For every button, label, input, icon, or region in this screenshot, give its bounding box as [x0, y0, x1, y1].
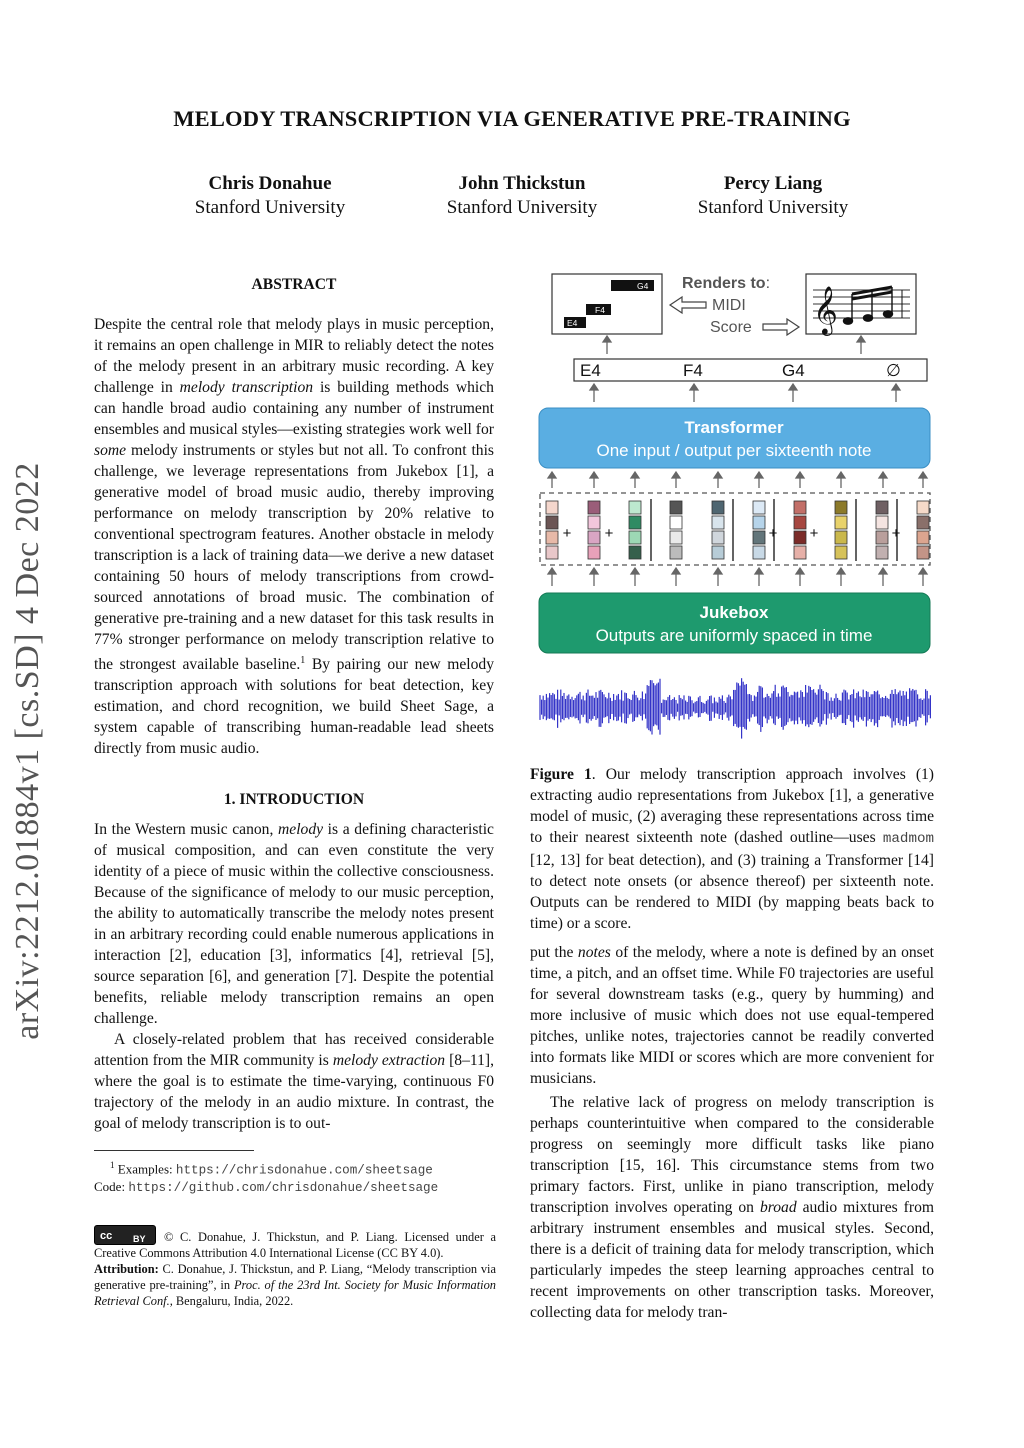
feature-cell	[546, 501, 558, 514]
feature-cell	[712, 531, 724, 544]
feature-cell	[629, 516, 641, 529]
note-label: F4	[595, 305, 605, 315]
arrow-left-icon	[670, 297, 706, 313]
feature-cell	[670, 516, 682, 529]
up-arrow-head-icon	[755, 568, 763, 574]
note-label: E4	[567, 318, 578, 328]
plus-sign: +	[768, 525, 778, 542]
author-affiliation: Stanford University	[194, 197, 346, 218]
feature-cell	[712, 516, 724, 529]
up-arrow-head-icon	[672, 472, 680, 478]
up-arrows-transformer-out	[590, 384, 900, 402]
token: E4	[580, 361, 601, 380]
feature-cell	[794, 516, 806, 529]
feature-cell	[629, 531, 641, 544]
up-arrow-head-icon	[690, 384, 698, 390]
jukebox-title: Jukebox	[699, 603, 769, 622]
renders-to-label: Renders to:	[682, 275, 771, 292]
footnote: $^1$ Examples: https://chrisdonahue.com/sheetsage Code: https://github.com/chrisdonahue/sheetsage	[94, 1160, 439, 1195]
up-arrow-head-icon	[919, 472, 927, 478]
feature-cell	[917, 546, 929, 559]
up-arrow-head-icon	[714, 472, 722, 478]
feature-cell	[712, 501, 724, 514]
author-affiliation: Stanford University	[446, 197, 598, 218]
figure-1-diagram	[530, 268, 942, 748]
up-arrow-head-icon	[837, 472, 845, 478]
feature-cell	[794, 501, 806, 514]
right-paragraph-1: put the notes of the melody, where a note is defined by an onset time, a pitch, and an offset time. While F0 trajectories are useful for several downstream tasks (e.g., query by humming) and more inclusive of music which does not use equal-tempered pitches, unlike notes, trajectories cannot be readily converted into formats like MIDI or scores which are more convenient for musicians.	[530, 944, 934, 1087]
feature-cell	[876, 546, 888, 559]
feature-cell	[588, 516, 600, 529]
feature-cell	[753, 501, 765, 514]
plus-sign: +	[604, 525, 614, 542]
feature-cell	[794, 531, 806, 544]
feature-cell	[917, 501, 929, 514]
transformer-subtitle: One input / output per sixteenth note	[596, 441, 872, 460]
examples-link[interactable]: https://chrisdonahue.com/sheetsage	[175, 1163, 433, 1178]
intro-paragraph-1: In the Western music canon, melody is a defining characteristic of musical composition, and can even constitute the very identity of a piece of music within the collective consciousness. Because of the significance of melody to our music perception, the ability to automatically transcribe the melody notes present in an arbitrary recording could enable numerous applications in interaction [2], education [3], informatics [4], retrieval [5], source separation [6], and generation [7]. Despite the potential benefits, reliable melody transcription remains an open challenge.	[94, 821, 494, 1028]
intro-heading: 1. INTRODUCTION	[223, 791, 365, 809]
right-paragraph-2: The relative lack of progress on melody transcription is perhaps counterintuitive when compared to the considerable progress on seemingly more difficult tasks like piano transcription [15, 16]. This circumstance stems from two primary factors. First, unlike in piano transcription, melody transcription involves operating on broad audio mixtures from arbitrary instrument ensembles and musical styles. Second, there is a deficit of training data for melody transcription, which particularly impedes the steep learning approaches central to recent improvements on other transcription tasks. Moreover, collecting data for melody tran-	[530, 1094, 934, 1321]
feature-cell	[670, 546, 682, 559]
up-arrow-head-icon	[796, 568, 804, 574]
feature-cell	[629, 546, 641, 559]
token-empty: ∅	[886, 361, 901, 380]
jukebox-subtitle: Outputs are uniformly spaced in time	[595, 626, 873, 645]
footnote-rule	[94, 1150, 254, 1151]
feature-cell	[629, 501, 641, 514]
transformer-title: Transformer	[684, 418, 784, 437]
feature-cell	[876, 531, 888, 544]
feature-cell	[670, 501, 682, 514]
feature-cell	[588, 546, 600, 559]
left-column	[94, 274, 494, 1134]
feature-cell	[670, 531, 682, 544]
up-arrow-head-icon	[590, 384, 598, 390]
feature-cell	[917, 516, 929, 529]
up-arrow-head-icon	[879, 568, 887, 574]
treble-clef-icon: 𝄞	[813, 285, 838, 334]
author-1	[140, 172, 400, 220]
arrow-right-icon	[763, 319, 799, 335]
up-arrow-head-icon	[672, 568, 680, 574]
plus-sign: +	[809, 525, 819, 542]
feature-cell	[835, 531, 847, 544]
feature-cell	[794, 546, 806, 559]
up-arrow-head-icon	[548, 472, 556, 478]
intro-paragraph-2: A closely-related problem that has received considerable attention from the MIR community is melody extraction [8–11], where the goal is to estimate the time-varying, continuous F0 trajectory of the melody in an audio mixture. In contrast, the goal of melody transcription is to out-	[94, 1031, 495, 1133]
feature-cell	[546, 516, 558, 529]
up-arrows-top	[603, 336, 865, 354]
up-arrow-head-icon	[796, 472, 804, 478]
up-arrow-head-icon	[590, 568, 598, 574]
up-arrow-head-icon	[548, 568, 556, 574]
author-name: Chris Donahue	[208, 173, 332, 194]
abstract-heading: ABSTRACT	[251, 276, 337, 293]
code-link[interactable]: https://github.com/chrisdonahue/sheetsage	[128, 1180, 439, 1195]
up-arrow-head-icon	[755, 472, 763, 478]
feature-cell	[917, 531, 929, 544]
note-label: G4	[637, 281, 649, 291]
up-arrow-head-icon	[631, 472, 639, 478]
up-arrow-head-icon	[919, 568, 927, 574]
plus-sign: +	[891, 525, 901, 542]
up-arrow-head-icon	[714, 568, 722, 574]
plus-sign: +	[562, 525, 572, 542]
up-arrow-head-icon	[879, 472, 887, 478]
up-arrow-head-icon	[837, 568, 845, 574]
arxiv-stamp: arXiv:2212.01884v1 [cs.SD] 4 Dec 2022	[9, 462, 46, 1040]
feature-columns	[546, 499, 929, 561]
feature-cell	[588, 531, 600, 544]
feature-cell	[712, 546, 724, 559]
up-arrow-head-icon	[892, 384, 900, 390]
author-2	[392, 172, 652, 220]
figure-caption: Figure 1. Our melody transcription approach involves (1) extracting audio representations from Jukebox [1], a generative model of music, (2) averaging these representations across time to their nearest sixteenth note (dashed outline—uses madmom [12, 13] for beat detection), and (3) training a Transformer [14] to detect note onsets (or absence thereof) per sixteenth note. Outputs can be rendered to MIDI (by mapping beats back to time) or a score.	[530, 766, 934, 932]
feature-cell	[753, 546, 765, 559]
feature-cell	[835, 546, 847, 559]
up-arrows-transformer-in	[548, 472, 927, 488]
feature-cell	[546, 531, 558, 544]
cc-by-badge: cc BY	[94, 1225, 156, 1245]
feature-cell	[835, 501, 847, 514]
feature-cell	[876, 516, 888, 529]
author-3	[643, 172, 903, 220]
feature-cell	[753, 516, 765, 529]
paper-title: MELODY TRANSCRIPTION VIA GENERATIVE PRE-TRAINING	[173, 106, 851, 131]
up-arrow-head-icon	[590, 472, 598, 478]
license-block: cc BY © C. Donahue, J. Thickstun, and P. Liang. Licensed under a Creative Commons Attribution 4.0 International License (CC BY 4.0). Attribution: C. Donahue, J. Thickstun, and P. Liang, “Melody transcription via generative pre-training”, in Proc. of the 23rd Int. Society for Music Information Retrieval Conf., Bengaluru, India, 2022.	[94, 1225, 496, 1309]
audio-waveform	[540, 678, 930, 738]
midi-label: MIDI	[712, 297, 746, 314]
up-arrow-head-icon	[631, 568, 639, 574]
feature-cell	[588, 501, 600, 514]
author-affiliation: Stanford University	[697, 197, 849, 218]
right-column	[530, 942, 934, 1323]
author-name: John Thickstun	[458, 173, 586, 194]
feature-cell	[876, 501, 888, 514]
up-arrow-head-icon	[789, 384, 797, 390]
token-row	[574, 359, 927, 381]
author-name: Percy Liang	[723, 173, 823, 194]
token: F4	[683, 361, 703, 380]
feature-cell	[835, 516, 847, 529]
score-label: Score	[710, 319, 752, 336]
up-arrows-jukebox-out	[548, 568, 927, 586]
token: G4	[782, 361, 805, 380]
abstract-text: Despite the central role that melody plays in music perception, it remains an open challenge in MIR to reliably detect the notes of the melody present in an arbitrary music recording. A key challenge in melody transcription is building methods which can handle broad audio containing any number of instrument ensembles and musical styles—existing strategies work well for some melody instruments or styles but not all. To confront this challenge, we leverage representations from Jukebox [1], a generative model of broad music audio, thereby improving performance on melody transcription by 20% relative to conventional spectrogram features. Another obstacle in melody transcription is a lack of training data—we derive a new dataset containing 50 hours of melody transcriptions from crowd-sourced annotations of broad music. The combination of generative pre-training and a new dataset for this task results in 77% stronger performance on melody transcription relative to the strongest available baseline.$^1$ By pairing our new melody transcription approach with solutions for beat detection, key estimation, and chord recognition, we build Sheet Sage, a system capable of transcribing human-readable lead sheets directly from music audio.	[94, 316, 494, 758]
feature-cell	[546, 546, 558, 559]
feature-cell	[753, 531, 765, 544]
